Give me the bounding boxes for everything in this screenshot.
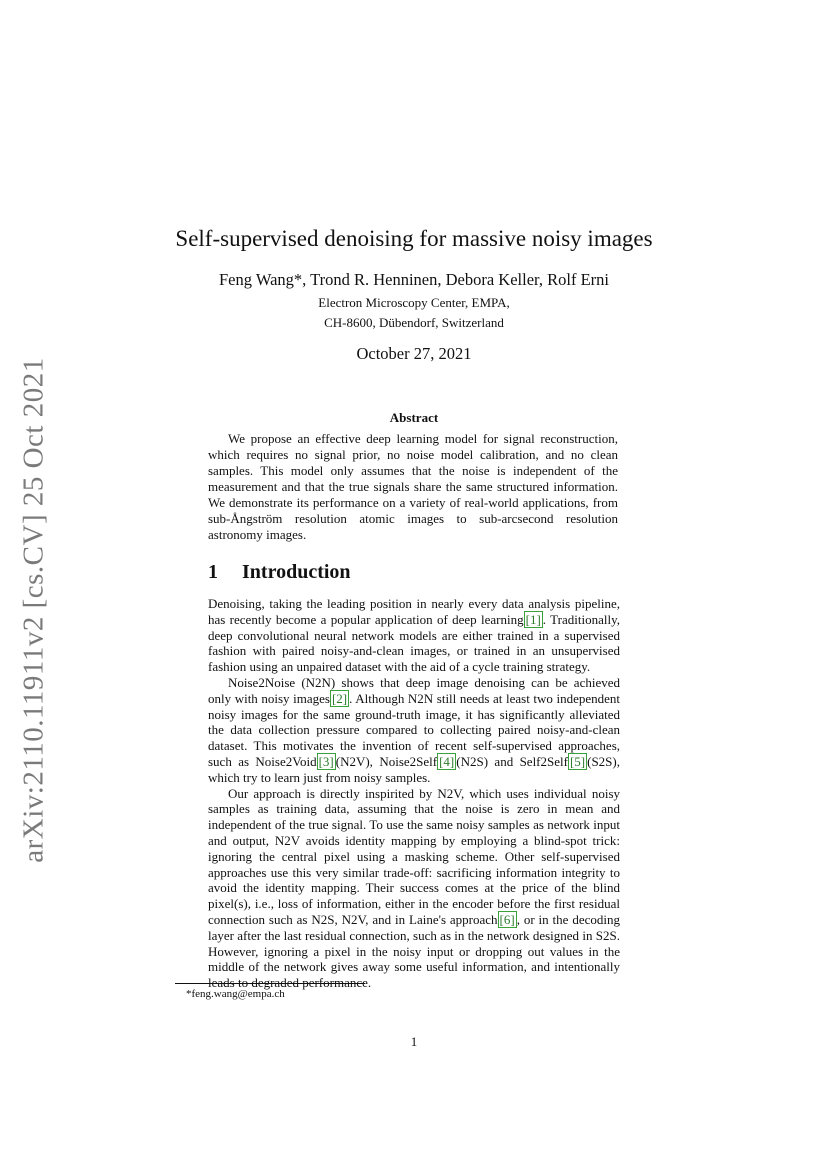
- citation-link[interactable]: [5]: [569, 753, 586, 769]
- paragraph-text: (N2S) and Self2Self: [456, 753, 568, 769]
- abstract-heading: Abstract: [389, 410, 439, 425]
- footnote-rule: [175, 983, 365, 984]
- paragraph-2: [208, 675, 620, 786]
- citation-link[interactable]: [4]: [439, 753, 455, 769]
- citation-link[interactable]: [2]: [331, 690, 348, 706]
- paragraph-text: Noise2Noise (N2N) shows that deep image denoising can be achieved only with noisy images: [208, 674, 620, 706]
- citation-link[interactable]: [3]: [318, 753, 334, 769]
- footnote: *feng.wang@empa.ch: [186, 988, 285, 1000]
- paragraph-3: [208, 786, 620, 991]
- paragraph-text: (S2S), which try to learn just from noisy samples.: [208, 753, 620, 785]
- citation-link[interactable]: [6]: [499, 911, 515, 927]
- paragraph-text: . Although N2N still needs at least two independent noisy images for the same ground-truth image, it has significantly alleviated the data collection pressure compared to collecting paired noisy-and-clean dataset. This motivates the invention of recent self-supervised approaches, such as Noise2Void: [208, 690, 621, 769]
- section-heading: [208, 561, 351, 584]
- affiliation-line-1: Electron Microscopy Center, EMPA,: [318, 295, 510, 310]
- abstract-text: We propose an effective deep learning model for signal reconstruction, which requires no signal prior, no noise model calibration, and no clean samples. This model only assumes that the noise is independent of the measurement and that the true signals share the same structured information. We demonstrate its performance on a variety of real-world applications, from sub-Ångström resolution atomic images to sub-arcsecond resolution astronomy images.: [208, 431, 618, 542]
- affiliation-line-2: CH-8600, Dübendorf, Switzerland: [324, 315, 504, 330]
- paragraph-1: [208, 596, 620, 675]
- author-list: Feng Wang*, Trond R. Henninen, Debora Keller, Rolf Erni: [219, 270, 609, 289]
- paper-date: October 27, 2021: [356, 344, 472, 363]
- section-title: Introduction: [242, 561, 351, 583]
- paper-title: Self-supervised denoising for massive noisy images: [175, 226, 653, 251]
- paragraph-text: . Traditionally, deep convolutional neural network models are either trained in a supervised fashion with paired noisy-and-clean images, or trained in an unsupervised fashion using an unpaired dataset with the aid of a cycle training strategy.: [208, 611, 620, 675]
- paragraph-text: Our approach is directly inspirited by N2V, which uses individual noisy samples as training data, assuming that the noise is zero in mean and independent of the true signal. To use the same noisy samples as network input and output, N2V avoids identity mapping by employing a blind-spot trick: ignoring the central pixel using a masking scheme. Other self-supervised approaches use this very similar trade-off: sacrificing information integrity to avoid the identity mapping. Their success comes at the price of the blind pixel(s), i.e., loss of information, either in the encoder before the first residual connection such as N2S, N2V, and in Laine's approach: [208, 785, 620, 927]
- paragraph-text: , or in the decoding layer after the last residual connection, such as in the network designed in S2S. However, ignoring a pixel in the noisy input or dropping out values in the middle of the network gives away some useful information, and intentionally leads to degraded performance.: [208, 911, 620, 991]
- paragraph-text: Denoising, taking the leading position in nearly every data analysis pipeline, has recently become a popular application of deep learning: [208, 596, 620, 627]
- arxiv-identifier: arXiv:2110.11911v2 [cs.CV] 25 Oct 2021: [17, 357, 50, 863]
- body-text: [208, 596, 620, 991]
- paragraph-text: (N2V), Noise2Self: [335, 753, 438, 769]
- citation-link[interactable]: [1]: [525, 611, 541, 627]
- section-number: 1: [208, 561, 218, 583]
- page-number: 1: [410, 1034, 418, 1049]
